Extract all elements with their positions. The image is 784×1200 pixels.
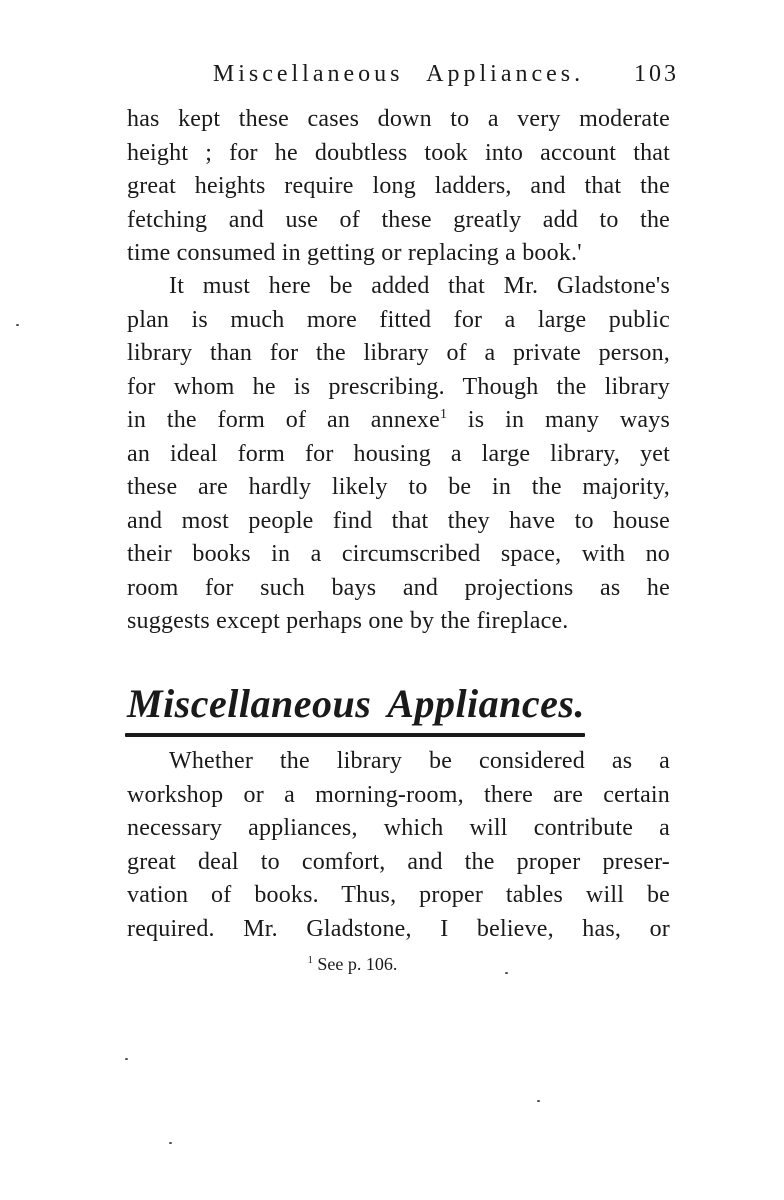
scan-speckle (537, 1100, 540, 1102)
paragraph-2 (127, 270, 670, 639)
text-line: room for such bays and projections as he (127, 574, 670, 601)
scan-speckle (169, 1142, 172, 1144)
text-line: Whether the library be considered as a (169, 748, 670, 774)
text-line: vation of books. Thus, proper tables will be (127, 882, 670, 908)
footnote-marker: 1 (439, 407, 448, 422)
heading-rule (125, 733, 585, 737)
text-line: an ideal form for housing a large library, yet (127, 440, 670, 467)
footnote (81, 952, 624, 976)
text-line: $^1$ See p. 106. (307, 954, 398, 974)
text-line: fetching and use of these greatly add to the (127, 206, 670, 233)
text-line: great deal to comfort, and the proper preser- (127, 848, 670, 875)
page-number: 103 (634, 61, 679, 87)
text-line: It must here be added that Mr. Gladstone's (169, 273, 670, 299)
text-line: required. Mr. Gladstone, I believe, has, or (127, 915, 670, 942)
text-line: library than for the library of a private person, (127, 340, 670, 366)
text-line: great heights require long ladders, and that the (127, 173, 670, 199)
text-line: height ; for he doubtless took into account that (127, 139, 670, 166)
text-line: for whom he is prescribing. Though the library (127, 373, 670, 400)
paragraph-1 (127, 103, 670, 271)
text-line: their books in a circumscribed space, with no (127, 541, 670, 567)
text-line: workshop or a morning-room, there are certain (127, 781, 670, 808)
scan-speckle (125, 1058, 128, 1060)
section-heading: Miscellaneous Appliances. (127, 681, 585, 726)
text-line: has kept these cases down to a very moderate (127, 106, 670, 132)
text-line: plan is much more fitted for a large public (127, 306, 670, 333)
scan-speckle (505, 972, 508, 974)
text-line: these are hardly likely to be in the majority, (127, 474, 670, 500)
text-line: suggests except perhaps one by the fireplace. (127, 608, 569, 634)
text-line: necessary appliances, which will contribute a (127, 815, 670, 841)
footnote-marker: 1 (307, 955, 313, 966)
running-head-title: Miscellaneous Appliances. (212, 61, 585, 87)
running-head (127, 59, 679, 91)
text-line: time consumed in getting or replacing a book.' (127, 240, 582, 266)
paragraph-3 (127, 745, 670, 946)
text-line: in the form of an annexe$^1$ is in many ways (127, 407, 670, 433)
text-line: and most people find that they have to house (127, 507, 670, 534)
scan-speckle (16, 324, 19, 326)
